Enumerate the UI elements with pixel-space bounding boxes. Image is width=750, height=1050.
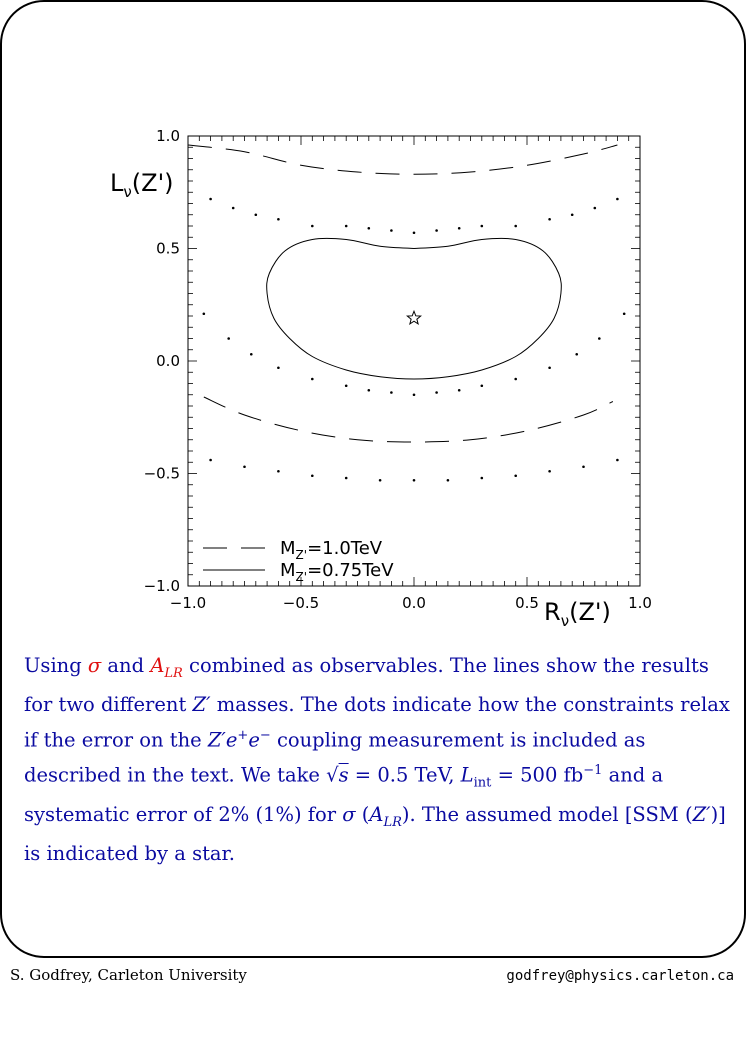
- dot-point: [548, 218, 551, 221]
- dot-point: [232, 207, 235, 210]
- dot-point: [390, 391, 393, 394]
- x-tick-label: −1.0: [169, 594, 207, 612]
- dot-point: [447, 479, 450, 482]
- dot-point: [435, 391, 438, 394]
- dot-point: [311, 378, 314, 381]
- dot-point: [435, 229, 438, 232]
- plot-frame: [188, 136, 640, 586]
- footer-author: S. Godfrey, Carleton University: [10, 966, 247, 984]
- x-tick-label: 0.5: [515, 594, 539, 612]
- dot-point: [277, 218, 280, 221]
- dot-point: [250, 353, 253, 356]
- dot-point: [368, 227, 371, 230]
- dot-point: [311, 225, 314, 228]
- dot-point: [481, 225, 484, 228]
- dot-point: [243, 465, 246, 468]
- dot-point: [616, 198, 619, 201]
- dot-point: [481, 477, 484, 480]
- legend-label: $M_{Z'}=1.0TeV$: [280, 538, 383, 562]
- dot-point: [458, 389, 461, 392]
- dot-point: [571, 213, 574, 216]
- solid-contour-line: [267, 238, 562, 379]
- dot-point: [255, 213, 258, 216]
- dot-point: [209, 198, 212, 201]
- dot-point: [548, 366, 551, 369]
- x-tick-label: −0.5: [282, 594, 320, 612]
- x-tick-label: 0.0: [402, 594, 426, 612]
- y-axis-label: $L_\nu(Z')$: [110, 169, 174, 201]
- y-tick-label: 0.0: [156, 352, 180, 370]
- dot-point: [575, 353, 578, 356]
- dot-point: [481, 384, 484, 387]
- x-axis-label: $R_\nu(Z')$: [544, 598, 611, 630]
- dot-point: [582, 465, 585, 468]
- dot-point: [345, 384, 348, 387]
- x-tick-label: 1.0: [628, 594, 652, 612]
- dot-point: [413, 231, 416, 234]
- dot-point: [379, 479, 382, 482]
- dot-point: [623, 312, 626, 315]
- dashed-contour-line: [188, 145, 617, 174]
- dashed-contour-line: [204, 397, 613, 442]
- dot-point: [390, 229, 393, 232]
- footer-email: godfrey@physics.carleton.ca: [506, 968, 734, 984]
- y-tick-label: 1.0: [156, 127, 180, 145]
- dot-point: [311, 474, 314, 477]
- dot-point: [514, 474, 517, 477]
- dot-point: [594, 207, 597, 210]
- legend-label: $M_{Z'}=0.75TeV$: [280, 560, 394, 584]
- dot-point: [277, 470, 280, 473]
- dot-point: [548, 470, 551, 473]
- dot-point: [203, 312, 206, 315]
- model-star-marker: [407, 311, 420, 324]
- dot-point: [514, 225, 517, 228]
- dot-point: [616, 459, 619, 462]
- dot-point: [345, 225, 348, 228]
- dot-point: [209, 459, 212, 462]
- y-tick-label: −0.5: [143, 464, 180, 483]
- dot-point: [598, 337, 601, 340]
- dot-point: [277, 366, 280, 369]
- dot-point: [368, 389, 371, 392]
- contour-chart: [100, 120, 660, 630]
- dot-point: [345, 477, 348, 480]
- figure-caption: Using σ and $A_{LR}$ combined as observables. The lines show the results for two different Z′ masses. The dots indicate how the constraints relax if the error on the Z′e+e− coupling measurement is included as described in the text. We take √s = 0.5 TeV, $L_{int} = 500$ $fb^{-1}$ and a systematic error of 2% (1%) for σ $(A_{LR})$. The assumed model [SSM (Z′)] is indicated by a star.: [24, 654, 730, 865]
- y-tick-label: −1.0: [143, 577, 180, 595]
- dot-point: [413, 393, 416, 396]
- dot-point: [458, 227, 461, 230]
- dot-point: [514, 378, 517, 381]
- dot-point: [227, 337, 230, 340]
- y-tick-label: 0.5: [156, 239, 180, 258]
- dot-point: [413, 479, 416, 482]
